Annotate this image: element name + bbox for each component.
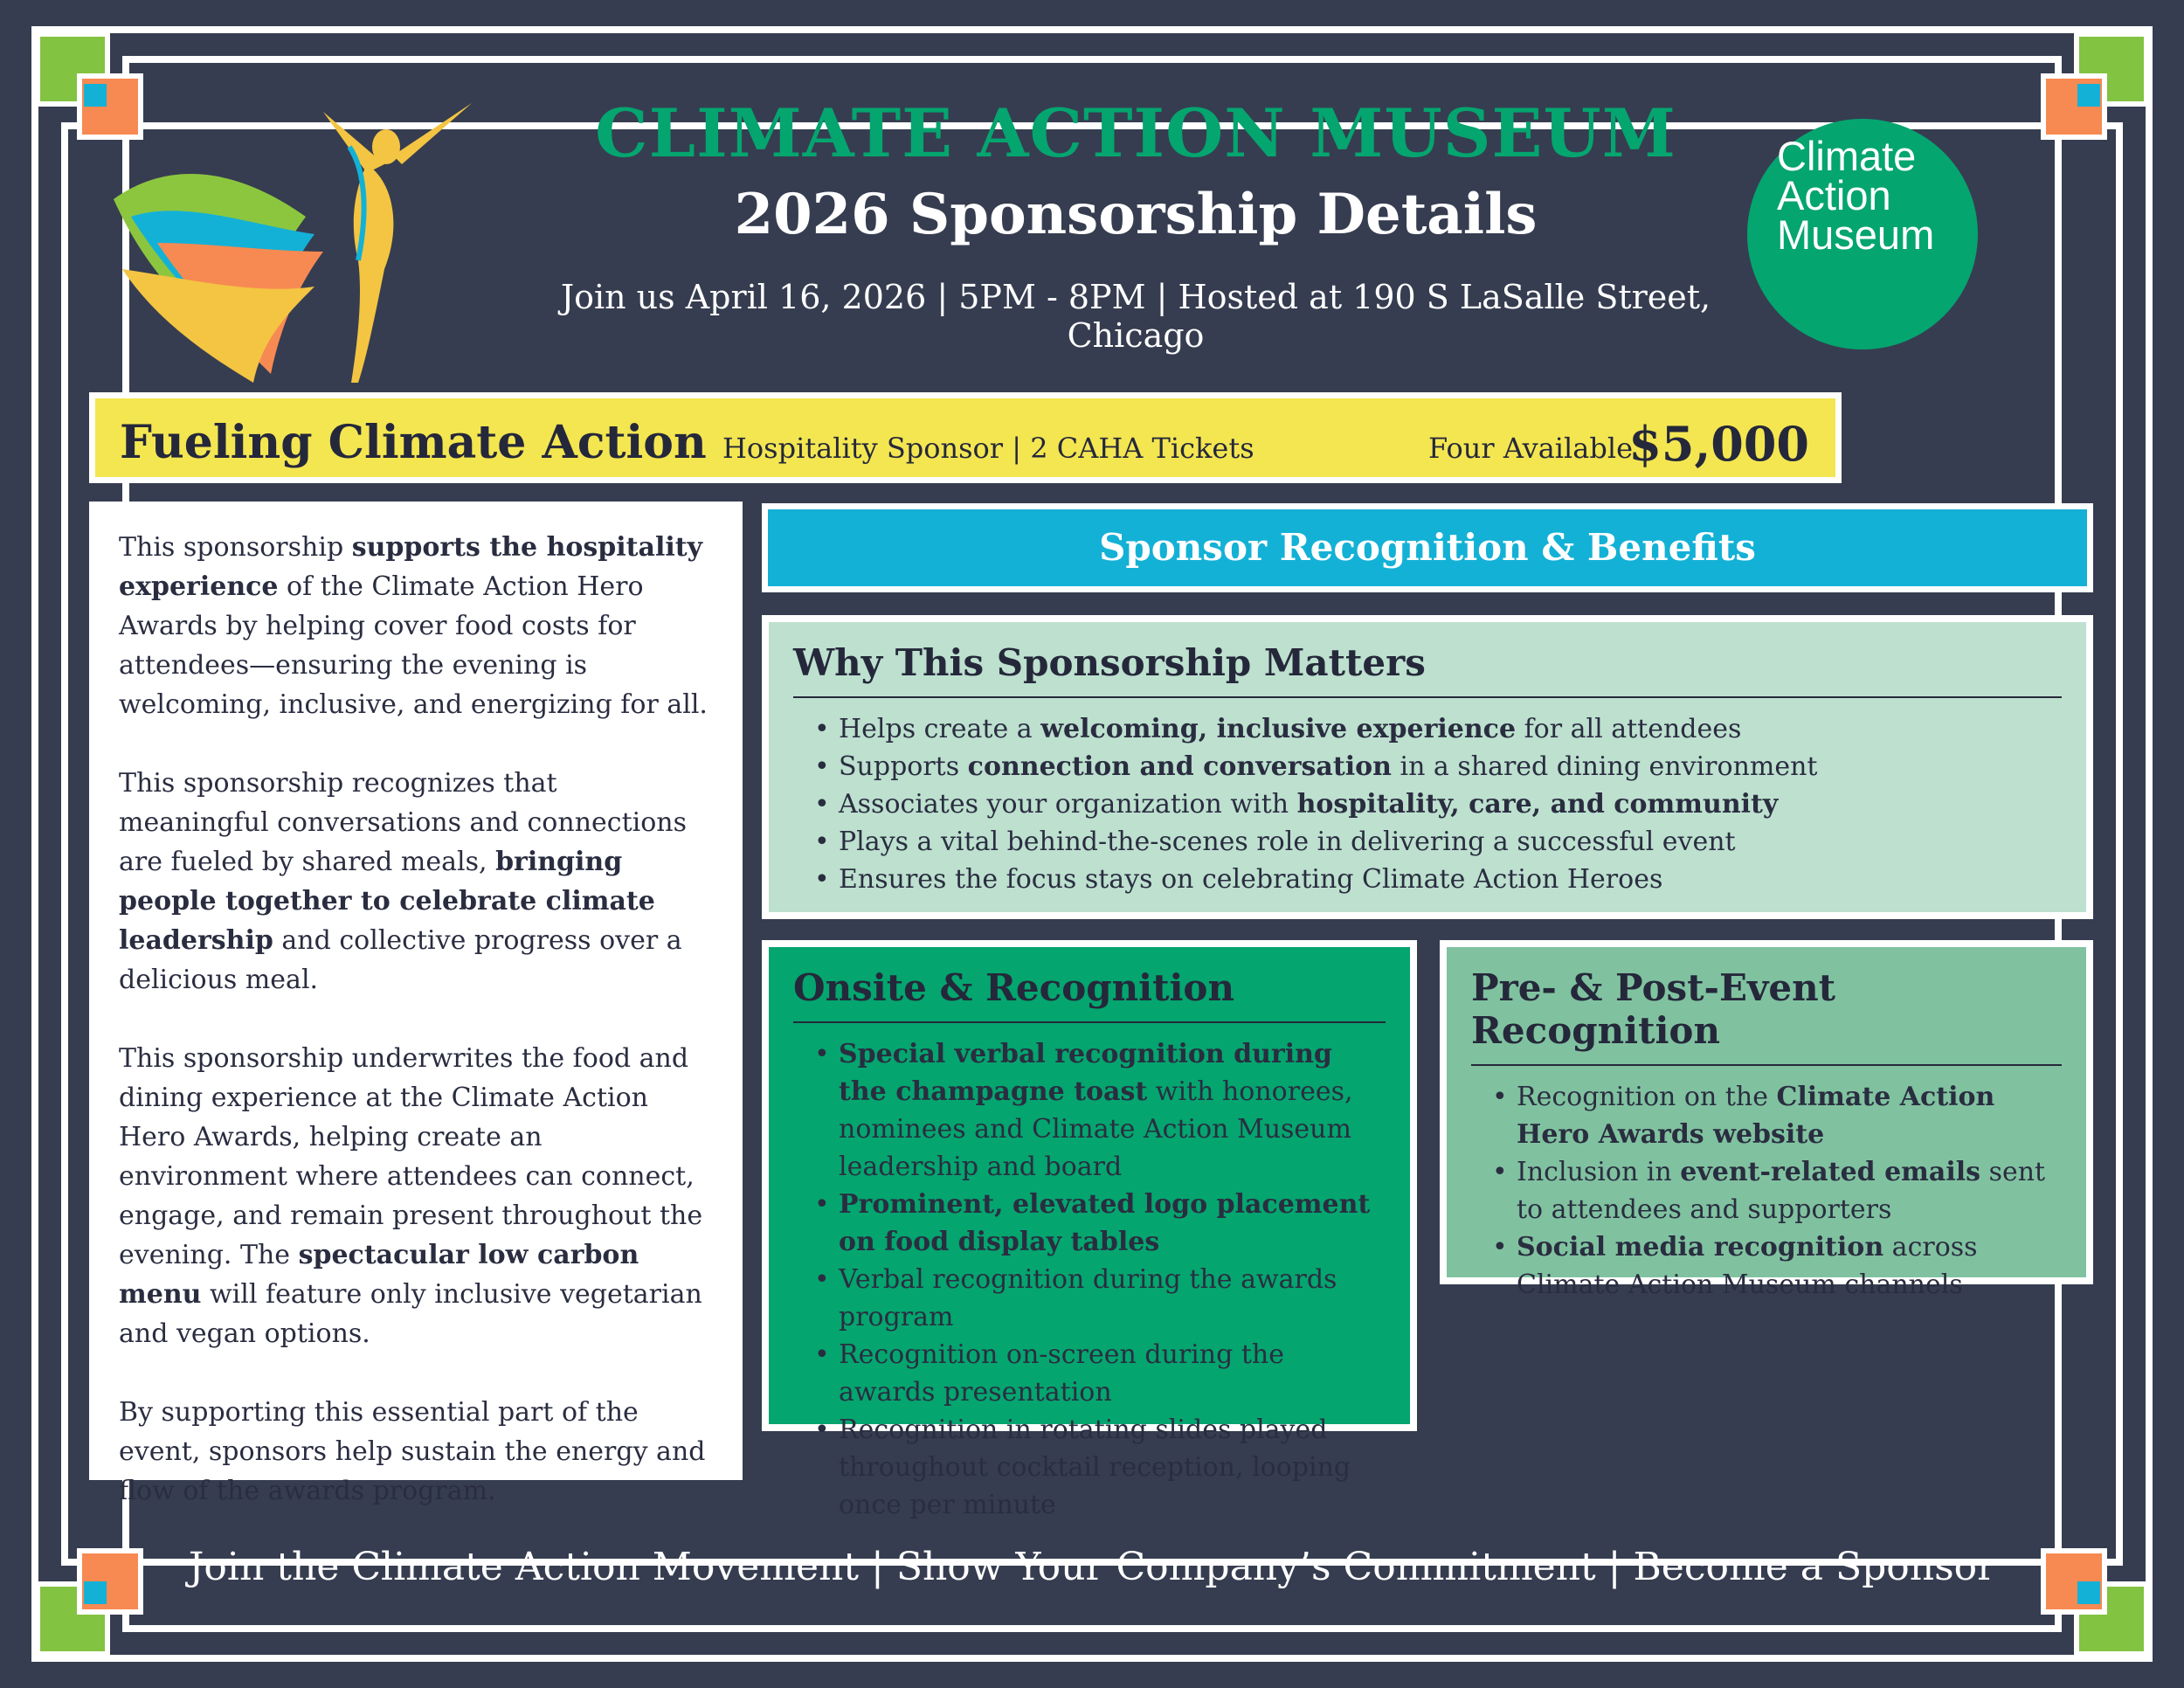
text-run: Recognition on the bbox=[1517, 1082, 1777, 1112]
list-item bbox=[814, 785, 2062, 823]
prepost-heading: Pre- & Post-Event Recognition bbox=[1471, 966, 2062, 1066]
page-subtitle: 2026 Sponsorship Details bbox=[734, 182, 1538, 247]
text-run-bold: supports the hospitality experience bbox=[119, 532, 703, 602]
prepost-list bbox=[1471, 1078, 2062, 1304]
benefits-header: Sponsor Recognition & Benefits bbox=[762, 503, 2093, 592]
list-item bbox=[1492, 1228, 2062, 1304]
logo-line: Climate bbox=[1777, 133, 1917, 179]
text-run-bold: Social media recognition bbox=[1517, 1232, 1884, 1263]
list-item: • Verbal recognition during the awards program bbox=[814, 1261, 1386, 1336]
onsite-list bbox=[793, 1035, 1386, 1524]
logo-line: Action bbox=[1777, 172, 1891, 218]
list-item bbox=[814, 1035, 1386, 1186]
description-panel bbox=[89, 502, 743, 1506]
list-item bbox=[814, 710, 2062, 748]
list-item bbox=[1492, 1078, 2062, 1153]
why-heading: Why This Sponsorship Matters bbox=[793, 641, 2062, 698]
text-run: with honorees, nominees and Climate Action Museum leadership and board bbox=[839, 1076, 1353, 1182]
text-run: Helps create a bbox=[839, 714, 1041, 744]
text-run-bold: bringing people together to celebrate climate leadership bbox=[119, 847, 655, 956]
text-run: in a shared dining environment bbox=[1391, 751, 1818, 782]
list-item: • Ensures the focus stays on celebrating Climate Action Heroes bbox=[814, 861, 2062, 898]
list-item bbox=[1492, 1153, 2062, 1228]
description-paragraph: By supporting this essential part of the event, sponsors help sustain the energy and flow of the awards program. bbox=[119, 1397, 706, 1506]
text-run: and collective progress over a delicious meal. bbox=[119, 925, 682, 995]
text-run-bold: Prominent, elevated logo placement on food display tables bbox=[839, 1189, 1371, 1257]
description-paragraph bbox=[119, 764, 709, 1000]
text-run: will feature only inclusive vegetarian and vegan options. bbox=[119, 1279, 702, 1349]
onsite-recognition-box bbox=[762, 940, 1417, 1520]
pre-post-event-box bbox=[1440, 940, 2093, 1300]
museum-title: CLIMATE ACTION MUSEUM bbox=[595, 94, 1676, 172]
why-list bbox=[793, 710, 2062, 898]
description-paragraph bbox=[119, 1039, 709, 1353]
text-run-bold: welcoming, inclusive experience bbox=[1040, 714, 1517, 744]
footer-tagline: Join the Climate Action Movement | Show Your Company’s Commitment | Become a Sponsor bbox=[188, 1545, 1996, 1589]
tier-price: $5,000 bbox=[1628, 416, 1809, 472]
text-run: for all attendees bbox=[1516, 714, 1742, 744]
text-run: Associates your organization with bbox=[839, 789, 1297, 820]
text-run: This sponsorship bbox=[119, 532, 352, 563]
text-run: of the Climate Action Hero Awards by helping cover food costs for attendees—ensuring the evening is welcoming, inclusive, and energizing for all. bbox=[119, 571, 708, 720]
logo-line: Museum bbox=[1777, 211, 1935, 258]
text-run: sent to attendees and supporters bbox=[1517, 1157, 2046, 1225]
text-run-bold: hospitality, care, and community bbox=[1296, 789, 1779, 820]
event-dateline: Join us April 16, 2026 | 5PM - 8PM | Hosted at 190 S LaSalle Street, Chicago bbox=[560, 278, 1711, 355]
why-sponsorship-box bbox=[762, 615, 2093, 919]
list-item: • Recognition in rotating slides played throughout cocktail reception, looping once per minute bbox=[814, 1411, 1386, 1524]
text-run: Inclusion in bbox=[1517, 1157, 1681, 1187]
text-run-bold: Climate Action Hero Awards website bbox=[1517, 1082, 1995, 1150]
list-item: • Recognition on-screen during the awards presentation bbox=[814, 1336, 1386, 1411]
sponsor-tier-bar bbox=[89, 392, 1842, 483]
text-run-bold: event-related emails bbox=[1680, 1157, 1981, 1187]
text-run-bold: spectacular low carbon menu bbox=[119, 1240, 639, 1310]
onsite-heading: Onsite & Recognition bbox=[793, 966, 1386, 1023]
text-run: This sponsorship underwrites the food and dining experience at the Climate Action Hero Awards, helping create an environment where attendees can connect, engage, and remain present throughout the evening. The bbox=[119, 1043, 703, 1270]
text-run: across Climate Action Museum channels bbox=[1517, 1232, 1978, 1300]
text-run: Supports bbox=[839, 751, 968, 782]
list-item bbox=[814, 748, 2062, 785]
description-paragraph bbox=[119, 528, 709, 724]
text-run-bold: connection and conversation bbox=[967, 751, 1392, 782]
tier-subtitle: Hospitality Sponsor | 2 CAHA Tickets bbox=[722, 432, 1254, 465]
museum-logo bbox=[1747, 119, 1978, 349]
text-run-bold: Special verbal recognition during the champagne toast bbox=[839, 1039, 1332, 1107]
list-item bbox=[814, 1186, 1386, 1261]
text-run: This sponsorship recognizes that meaningful conversations and connections are fueled by shared meals, bbox=[119, 768, 687, 877]
list-item: • Plays a vital behind-the-scenes role in delivering a successful event bbox=[814, 823, 2062, 861]
dancer-illustration bbox=[105, 94, 542, 391]
tier-title: Fueling Climate Action bbox=[120, 416, 707, 469]
tier-availability: Four Available bbox=[1428, 432, 1633, 465]
